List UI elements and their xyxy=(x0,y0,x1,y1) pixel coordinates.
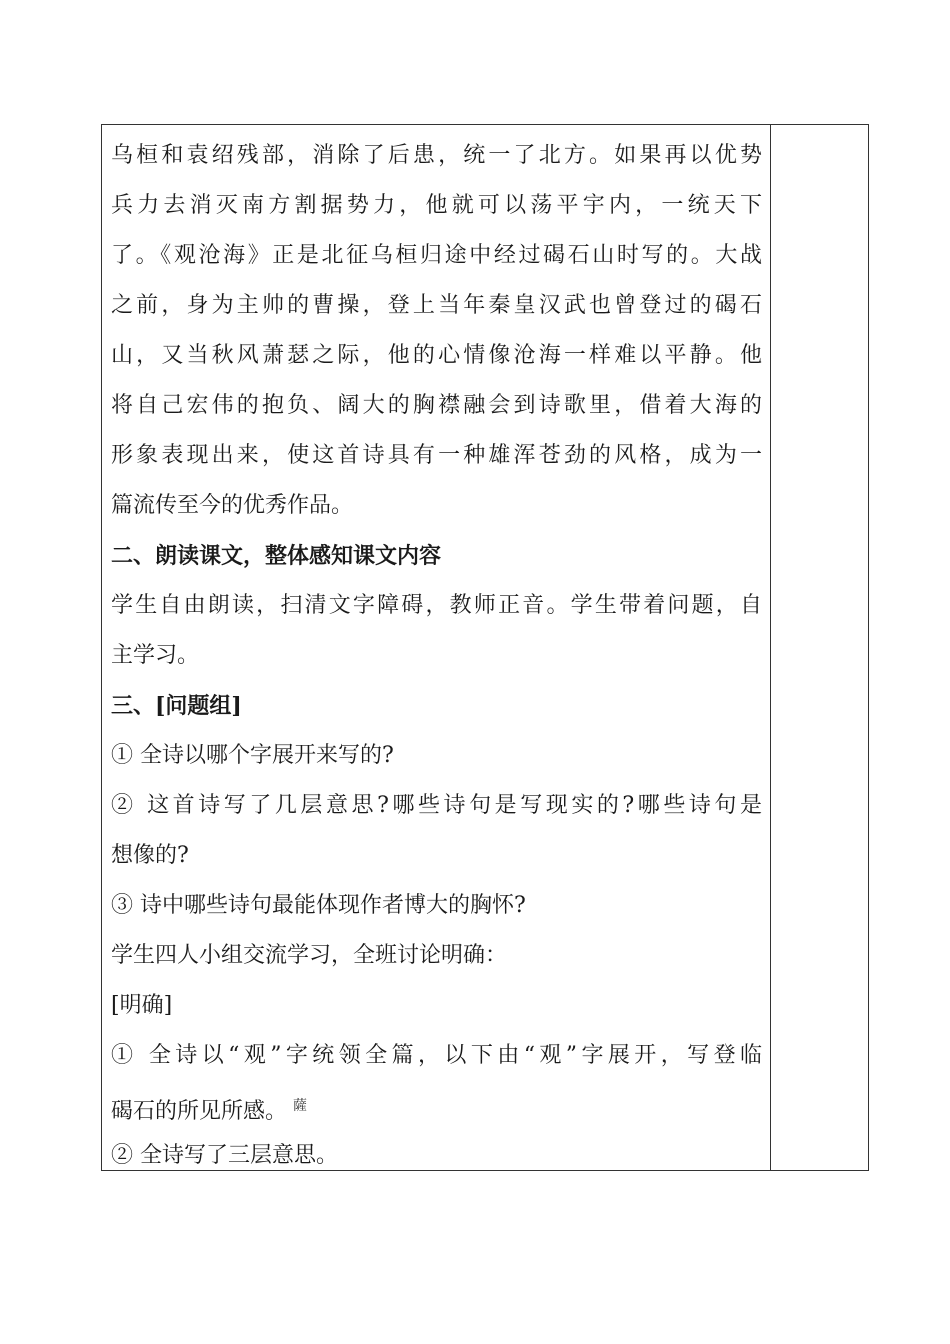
question-item-continued: 想像的? xyxy=(111,843,189,868)
notes-column-cell xyxy=(771,125,868,1170)
text-line: 兵力去消灭南方割据势力，他就可以荡平宇内，一统天下 xyxy=(111,193,762,218)
clarify-label: [明确] xyxy=(111,993,173,1018)
stray-character: 薩 xyxy=(293,1098,308,1114)
section-heading-reading: 二、朗读课文，整体感知课文内容 xyxy=(111,543,442,569)
lesson-plan-table xyxy=(101,124,869,1171)
text-line: 山，又当秋风萧瑟之际，他的心情像沧海一样难以平静。他 xyxy=(111,343,762,368)
section-heading-questions: 三、[问题组] xyxy=(111,693,242,719)
lesson-content-cell xyxy=(102,125,771,1170)
answer-text: 碣石的所见所感。 xyxy=(111,1099,288,1124)
answer-item: ② 全诗写了三层意思。 xyxy=(111,1143,338,1168)
text-line: 将自己宏伟的抱负、阔大的胸襟融会到诗歌里，借着大海的 xyxy=(111,393,762,418)
question-item: ② 这首诗写了几层意思?哪些诗句是写现实的?哪些诗句是 xyxy=(111,793,762,818)
answer-item: ① 全诗以“观”字统领全篇，以下由“观”字展开，写登临 xyxy=(111,1043,762,1068)
text-line: 学生自由朗读，扫清文字障碍，教师正音。学生带着问题，自 xyxy=(111,593,762,618)
text-line: 篇流传至今的优秀作品。 xyxy=(111,493,354,518)
question-item: ③ 诗中哪些诗句最能体现作者博大的胸怀? xyxy=(111,893,526,918)
text-line: 乌桓和袁绍残部，消除了后患，统一了北方。如果再以优势 xyxy=(111,143,762,168)
discussion-text: 学生四人小组交流学习，全班讨论明确： xyxy=(111,943,508,968)
question-item: ① 全诗以哪个字展开来写的? xyxy=(111,743,394,768)
text-line: 之前，身为主帅的曹操，登上当年秦皇汉武也曾登过的碣石 xyxy=(111,293,762,318)
text-line: 形象表现出来，使这首诗具有一种雄浑苍劲的风格，成为一 xyxy=(111,443,762,468)
answer-item-continued xyxy=(111,1081,762,1131)
text-line: 主学习。 xyxy=(111,643,200,668)
text-line: 了。《观沧海》正是北征乌桓归途中经过碣石山时写的。大战 xyxy=(111,243,762,268)
